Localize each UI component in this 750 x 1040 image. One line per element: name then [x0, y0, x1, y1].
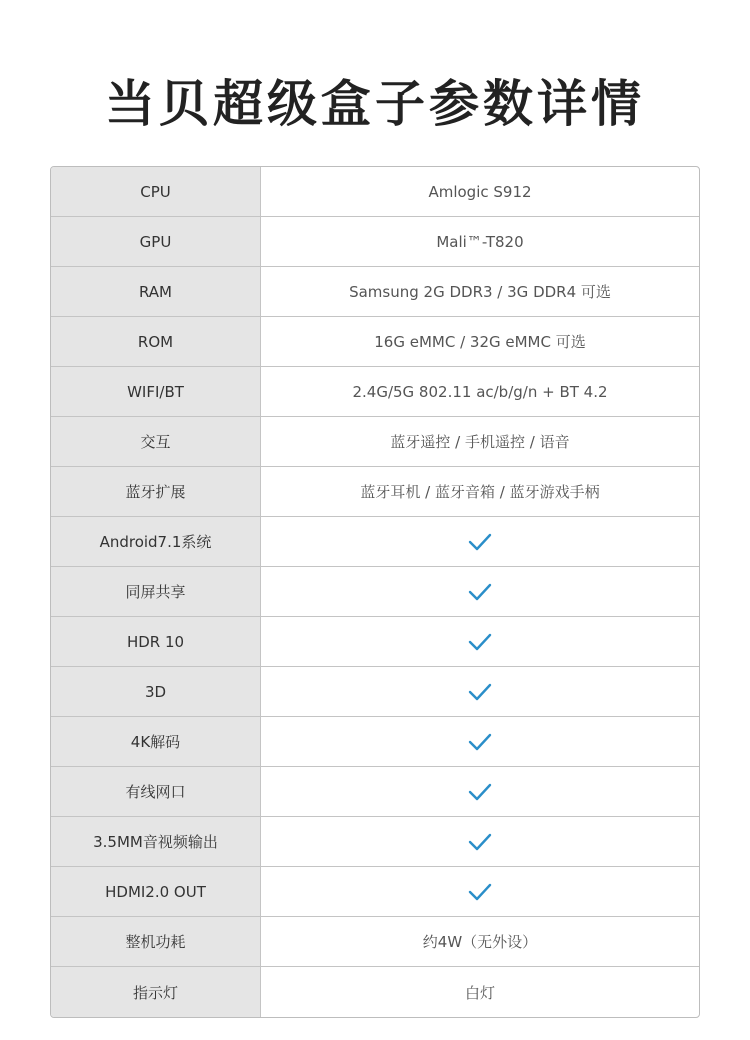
spec-key: 整机功耗: [51, 917, 261, 966]
spec-row-bluetooth-ext: [51, 467, 699, 517]
spec-key: 3.5MM音视频输出: [51, 817, 261, 866]
spec-key: 蓝牙扩展: [51, 467, 261, 516]
spec-key: ROM: [51, 317, 261, 366]
spec-value: [261, 717, 699, 766]
spec-value: 蓝牙遥控 / 手机遥控 / 语音: [390, 433, 570, 451]
check-icon: [468, 883, 492, 901]
spec-row-rom: [51, 317, 699, 367]
spec-value: [261, 867, 699, 916]
spec-row-android: [51, 517, 699, 567]
spec-table: [50, 166, 700, 1018]
spec-row-indicator: [51, 967, 699, 1017]
spec-row-4k: [51, 717, 699, 767]
spec-value: 白灯: [464, 983, 495, 1002]
spec-row-interaction: [51, 417, 699, 467]
spec-row-cpu: [51, 167, 699, 217]
spec-row-ethernet: [51, 767, 699, 817]
check-icon: [468, 733, 492, 751]
check-icon: [468, 683, 492, 701]
spec-row-hdr10: [51, 617, 699, 667]
spec-value: Amlogic S912: [428, 182, 532, 201]
spec-row-power: [51, 917, 699, 967]
spec-value: Mali™-T820: [436, 232, 524, 251]
spec-row-3d: [51, 667, 699, 717]
spec-key: 交互: [51, 417, 261, 466]
check-icon: [468, 833, 492, 851]
spec-row-wifi-bt: [51, 367, 699, 417]
spec-value: [261, 667, 699, 716]
spec-key: CPU: [51, 167, 261, 216]
spec-key: 3D: [51, 667, 261, 716]
spec-key: 同屏共享: [51, 567, 261, 616]
spec-value: [261, 517, 699, 566]
spec-value: 蓝牙耳机 / 蓝牙音箱 / 蓝牙游戏手柄: [360, 483, 600, 501]
spec-value: 16G eMMC / 32G eMMC 可选: [374, 333, 586, 351]
spec-value: [261, 617, 699, 666]
check-icon: [468, 783, 492, 801]
spec-value: [261, 567, 699, 616]
spec-row-hdmi: [51, 867, 699, 917]
spec-value: 约4W（无外设）: [422, 933, 538, 951]
spec-row-av-out: [51, 817, 699, 867]
spec-value: [261, 767, 699, 816]
spec-key: 指示灯: [51, 967, 261, 1017]
spec-key: WIFI/BT: [51, 367, 261, 416]
spec-key: Android7.1系统: [51, 517, 261, 566]
spec-key: 有线网口: [51, 767, 261, 816]
spec-row-screen-share: [51, 567, 699, 617]
spec-row-ram: [51, 267, 699, 317]
spec-row-gpu: [51, 217, 699, 267]
page-title: 当贝超级盒子参数详情: [105, 75, 645, 133]
check-icon: [468, 533, 492, 551]
spec-key: HDMI2.0 OUT: [51, 867, 261, 916]
spec-value: [261, 817, 699, 866]
spec-key: RAM: [51, 267, 261, 316]
spec-value: 2.4G/5G 802.11 ac/b/g/n + BT 4.2: [352, 382, 608, 401]
spec-value: Samsung 2G DDR3 / 3G DDR4 可选: [349, 283, 611, 301]
spec-key: GPU: [51, 217, 261, 266]
check-icon: [468, 633, 492, 651]
spec-key: 4K解码: [51, 717, 261, 766]
check-icon: [468, 583, 492, 601]
spec-key: HDR 10: [51, 617, 261, 666]
